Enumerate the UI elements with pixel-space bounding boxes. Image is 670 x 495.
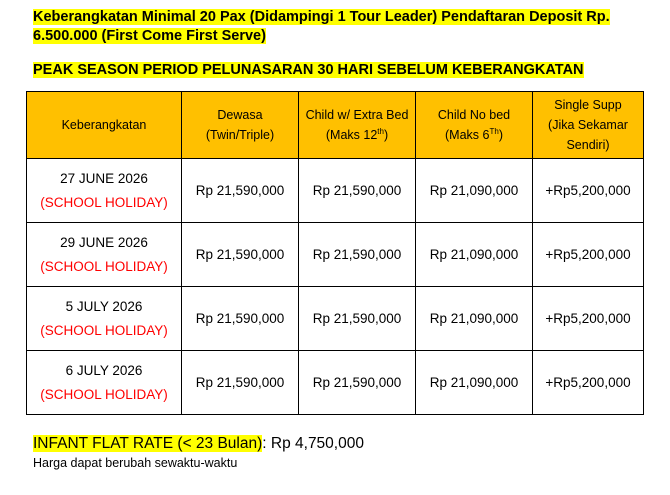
peak-season-heading (33, 61, 653, 80)
adult-price: Rp 21,590,000 (182, 159, 299, 223)
child-no-bed-price: Rp 21,090,000 (416, 223, 533, 287)
table-row (27, 223, 644, 287)
infant-rate-label: INFANT FLAT RATE (< 23 Bulan) (33, 435, 263, 452)
price-change-note: Harga dapat berubah sewaktu-waktu (33, 456, 238, 470)
header-child-extra-bed: Child w/ Extra Bed (Maks 12th) (299, 92, 416, 159)
deposit-info-line1: Keberangkatan Minimal 20 Pax (Didampingi 1 Tour Leader) Pendaftaran Deposit Rp. (33, 9, 610, 25)
adult-price: Rp 21,590,000 (182, 287, 299, 351)
header-departure: Keberangkatan (27, 92, 182, 159)
adult-price: Rp 21,590,000 (182, 223, 299, 287)
price-table-header-row (27, 92, 644, 159)
peak-season-text: PEAK SEASON PERIOD PELUNASARAN 30 HARI SEBELUM KEBERANGKATAN (33, 62, 584, 78)
header-child-no-bed: Child No bed (Maks 6Th) (416, 92, 533, 159)
price-table (26, 91, 644, 415)
deposit-info-line2: 6.500.000 (First Come First Serve) (33, 28, 266, 44)
table-row (27, 351, 644, 415)
single-supplement-price: +Rp5,200,000 (533, 351, 644, 415)
child-no-bed-price: Rp 21,090,000 (416, 159, 533, 223)
adult-price: Rp 21,590,000 (182, 351, 299, 415)
table-row (27, 159, 644, 223)
infant-rate-value: : Rp 4,750,000 (262, 435, 364, 452)
header-single-supplement: Single Supp (Jika Sekamar Sendiri) (533, 92, 644, 159)
child-extra-bed-price: Rp 21,590,000 (299, 351, 416, 415)
departure-cell: 27 JUNE 2026 (SCHOOL HOLIDAY) (27, 159, 182, 223)
child-extra-bed-price: Rp 21,590,000 (299, 287, 416, 351)
single-supplement-price: +Rp5,200,000 (533, 159, 644, 223)
departure-cell: 6 JULY 2026 (SCHOOL HOLIDAY) (27, 351, 182, 415)
infant-rate (33, 435, 364, 453)
departure-cell: 29 JUNE 2026 (SCHOOL HOLIDAY) (27, 223, 182, 287)
child-extra-bed-price: Rp 21,590,000 (299, 223, 416, 287)
departure-cell: 5 JULY 2026 (SCHOOL HOLIDAY) (27, 287, 182, 351)
deposit-info-heading (33, 8, 633, 46)
child-extra-bed-price: Rp 21,590,000 (299, 159, 416, 223)
child-no-bed-price: Rp 21,090,000 (416, 287, 533, 351)
single-supplement-price: +Rp5,200,000 (533, 287, 644, 351)
table-row (27, 287, 644, 351)
header-adult: Dewasa (Twin/Triple) (182, 92, 299, 159)
single-supplement-price: +Rp5,200,000 (533, 223, 644, 287)
child-no-bed-price: Rp 21,090,000 (416, 351, 533, 415)
